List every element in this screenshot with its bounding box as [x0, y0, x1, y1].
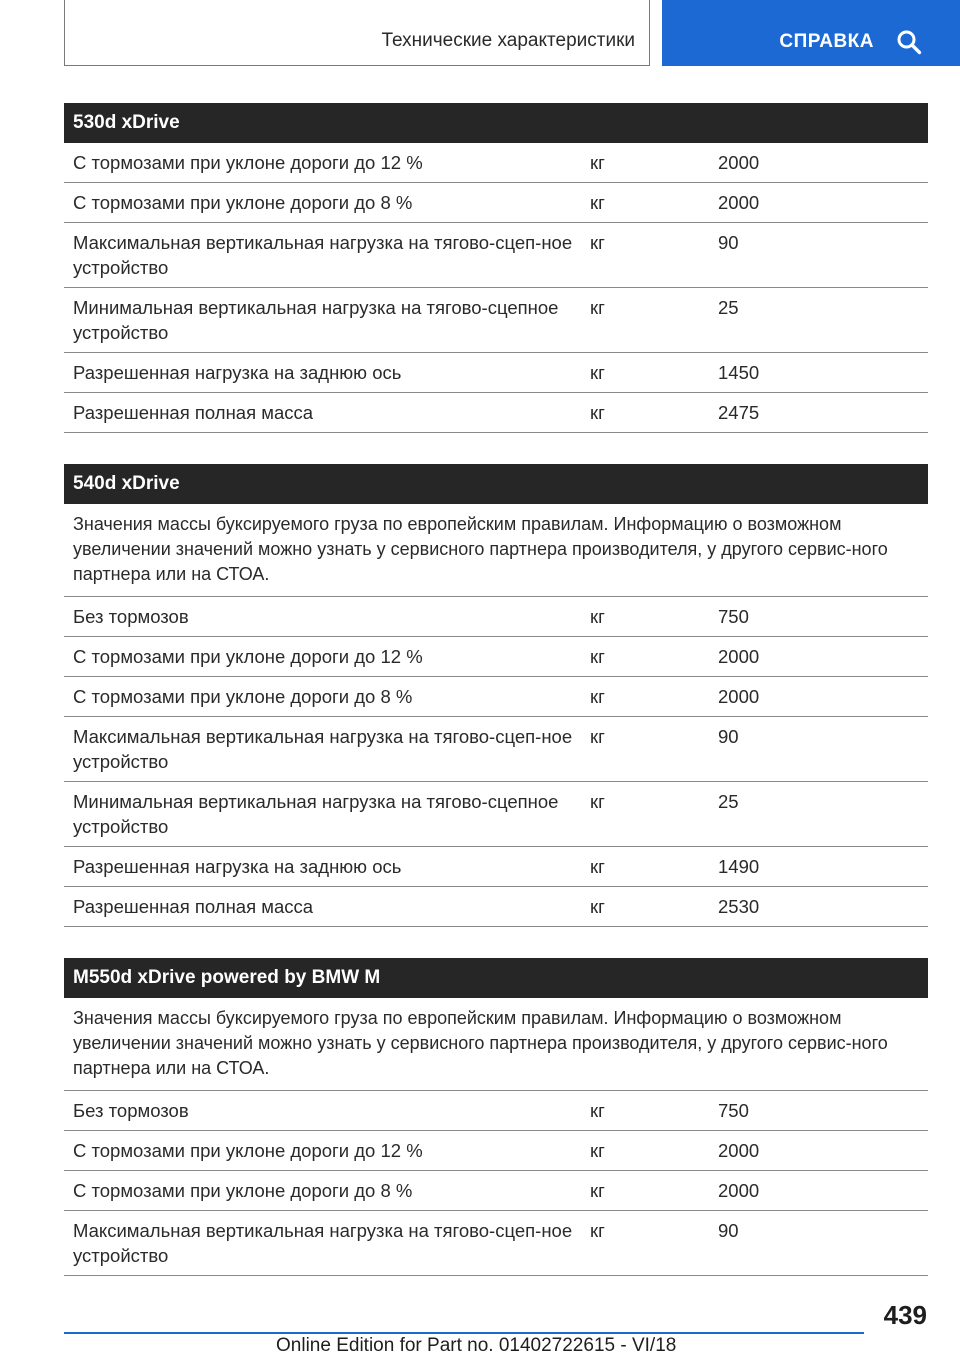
row-unit: кг — [590, 726, 605, 747]
table-row — [64, 393, 928, 433]
row-unit: кг — [590, 297, 605, 318]
row-unit: кг — [590, 1140, 605, 1161]
table-row — [64, 1171, 928, 1211]
row-label: Максимальная вертикальная нагрузка на тягово-сцеп-ное устройство — [73, 232, 573, 278]
table-row — [64, 353, 928, 393]
row-value: 2000 — [718, 1140, 760, 1161]
help-tab[interactable] — [662, 0, 960, 66]
table-row — [64, 288, 928, 353]
table-row — [64, 597, 928, 637]
table-row — [64, 183, 928, 223]
row-unit: кг — [590, 1180, 605, 1201]
row-value: 1450 — [718, 362, 760, 383]
row-unit: кг — [590, 192, 605, 213]
help-label: СПРАВКА — [779, 31, 874, 52]
row-unit: кг — [590, 152, 605, 173]
row-value: 2475 — [718, 402, 760, 423]
section-title: Технические характеристики — [381, 30, 635, 51]
row-unit: кг — [590, 606, 605, 627]
row-label: Без тормозов — [73, 1100, 189, 1121]
spec-content — [64, 103, 928, 1307]
row-value: 90 — [718, 726, 739, 747]
row-unit: кг — [590, 362, 605, 383]
top-navigation-bar — [0, 0, 960, 66]
row-value: 90 — [718, 1220, 739, 1241]
row-label: Максимальная вертикальная нагрузка на тягово-сцеп-ное устройство — [73, 1220, 573, 1266]
table-row — [64, 143, 928, 183]
row-value: 25 — [718, 297, 739, 318]
row-label: Разрешенная нагрузка на заднюю ось — [73, 856, 402, 877]
row-unit: кг — [590, 1220, 605, 1241]
row-label: Максимальная вертикальная нагрузка на тягово-сцеп-ное устройство — [73, 726, 573, 772]
row-label: С тормозами при уклоне дороги до 8 % — [73, 192, 413, 213]
section-tab[interactable] — [64, 0, 650, 66]
table-row — [64, 677, 928, 717]
row-value: 25 — [718, 791, 739, 812]
table-row — [64, 223, 928, 288]
row-unit: кг — [590, 791, 605, 812]
section-note: Значения массы буксируемого груза по европейским правилам. Информацию о возможном увеличении значений можно узнать у сервисного партнера производителя, у другого сервис-ного партнера или на СТОА. — [64, 998, 928, 1091]
row-label: С тормозами при уклоне дороги до 12 % — [73, 152, 423, 173]
row-value: 2000 — [718, 646, 760, 667]
row-value: 2000 — [718, 1180, 760, 1201]
row-value: 2000 — [718, 686, 760, 707]
row-label: С тормозами при уклоне дороги до 12 % — [73, 1140, 423, 1161]
spec-section — [64, 103, 928, 433]
table-row — [64, 847, 928, 887]
section-note: Значения массы буксируемого груза по европейским правилам. Информацию о возможном увеличении значений можно узнать у сервисного партнера производителя, у другого сервис-ного партнера или на СТОА. — [64, 504, 928, 597]
table-row — [64, 782, 928, 847]
row-unit: кг — [590, 856, 605, 877]
table-row — [64, 1211, 928, 1276]
row-unit: кг — [590, 232, 605, 253]
section-header: 540d xDrive — [64, 464, 928, 504]
table-row — [64, 637, 928, 677]
row-label: С тормозами при уклоне дороги до 12 % — [73, 646, 423, 667]
row-label: Минимальная вертикальная нагрузка на тягово-сцепное устройство — [73, 791, 559, 837]
page-number: 439 — [883, 1300, 927, 1330]
row-value: 90 — [718, 232, 739, 253]
section-header: 530d xDrive — [64, 103, 928, 143]
spec-section — [64, 464, 928, 927]
row-value: 2000 — [718, 192, 760, 213]
footer-edition-text: Online Edition for Part no. 01402722615 - VI/18 — [276, 1335, 677, 1356]
row-label: С тормозами при уклоне дороги до 8 % — [73, 686, 413, 707]
section-header: M550d xDrive powered by BMW M — [64, 958, 928, 998]
table-row — [64, 1131, 928, 1171]
row-unit: кг — [590, 686, 605, 707]
row-value: 2530 — [718, 896, 760, 917]
row-unit: кг — [590, 896, 605, 917]
row-value: 1490 — [718, 856, 760, 877]
row-value: 2000 — [718, 152, 760, 173]
row-unit: кг — [590, 1100, 605, 1121]
row-value: 750 — [718, 606, 749, 627]
row-unit: кг — [590, 402, 605, 423]
row-value: 750 — [718, 1100, 749, 1121]
footer-divider — [64, 1332, 864, 1334]
spec-section — [64, 958, 928, 1276]
table-row — [64, 1091, 928, 1131]
row-label: С тормозами при уклоне дороги до 8 % — [73, 1180, 413, 1201]
table-row — [64, 887, 928, 927]
row-label: Разрешенная нагрузка на заднюю ось — [73, 362, 402, 383]
row-label: Разрешенная полная масса — [73, 402, 314, 423]
row-label: Разрешенная полная масса — [73, 896, 314, 917]
row-unit: кг — [590, 646, 605, 667]
table-row — [64, 717, 928, 782]
row-label: Минимальная вертикальная нагрузка на тягово-сцепное устройство — [73, 297, 559, 343]
search-icon[interactable] — [896, 29, 922, 55]
row-label: Без тормозов — [73, 606, 189, 627]
